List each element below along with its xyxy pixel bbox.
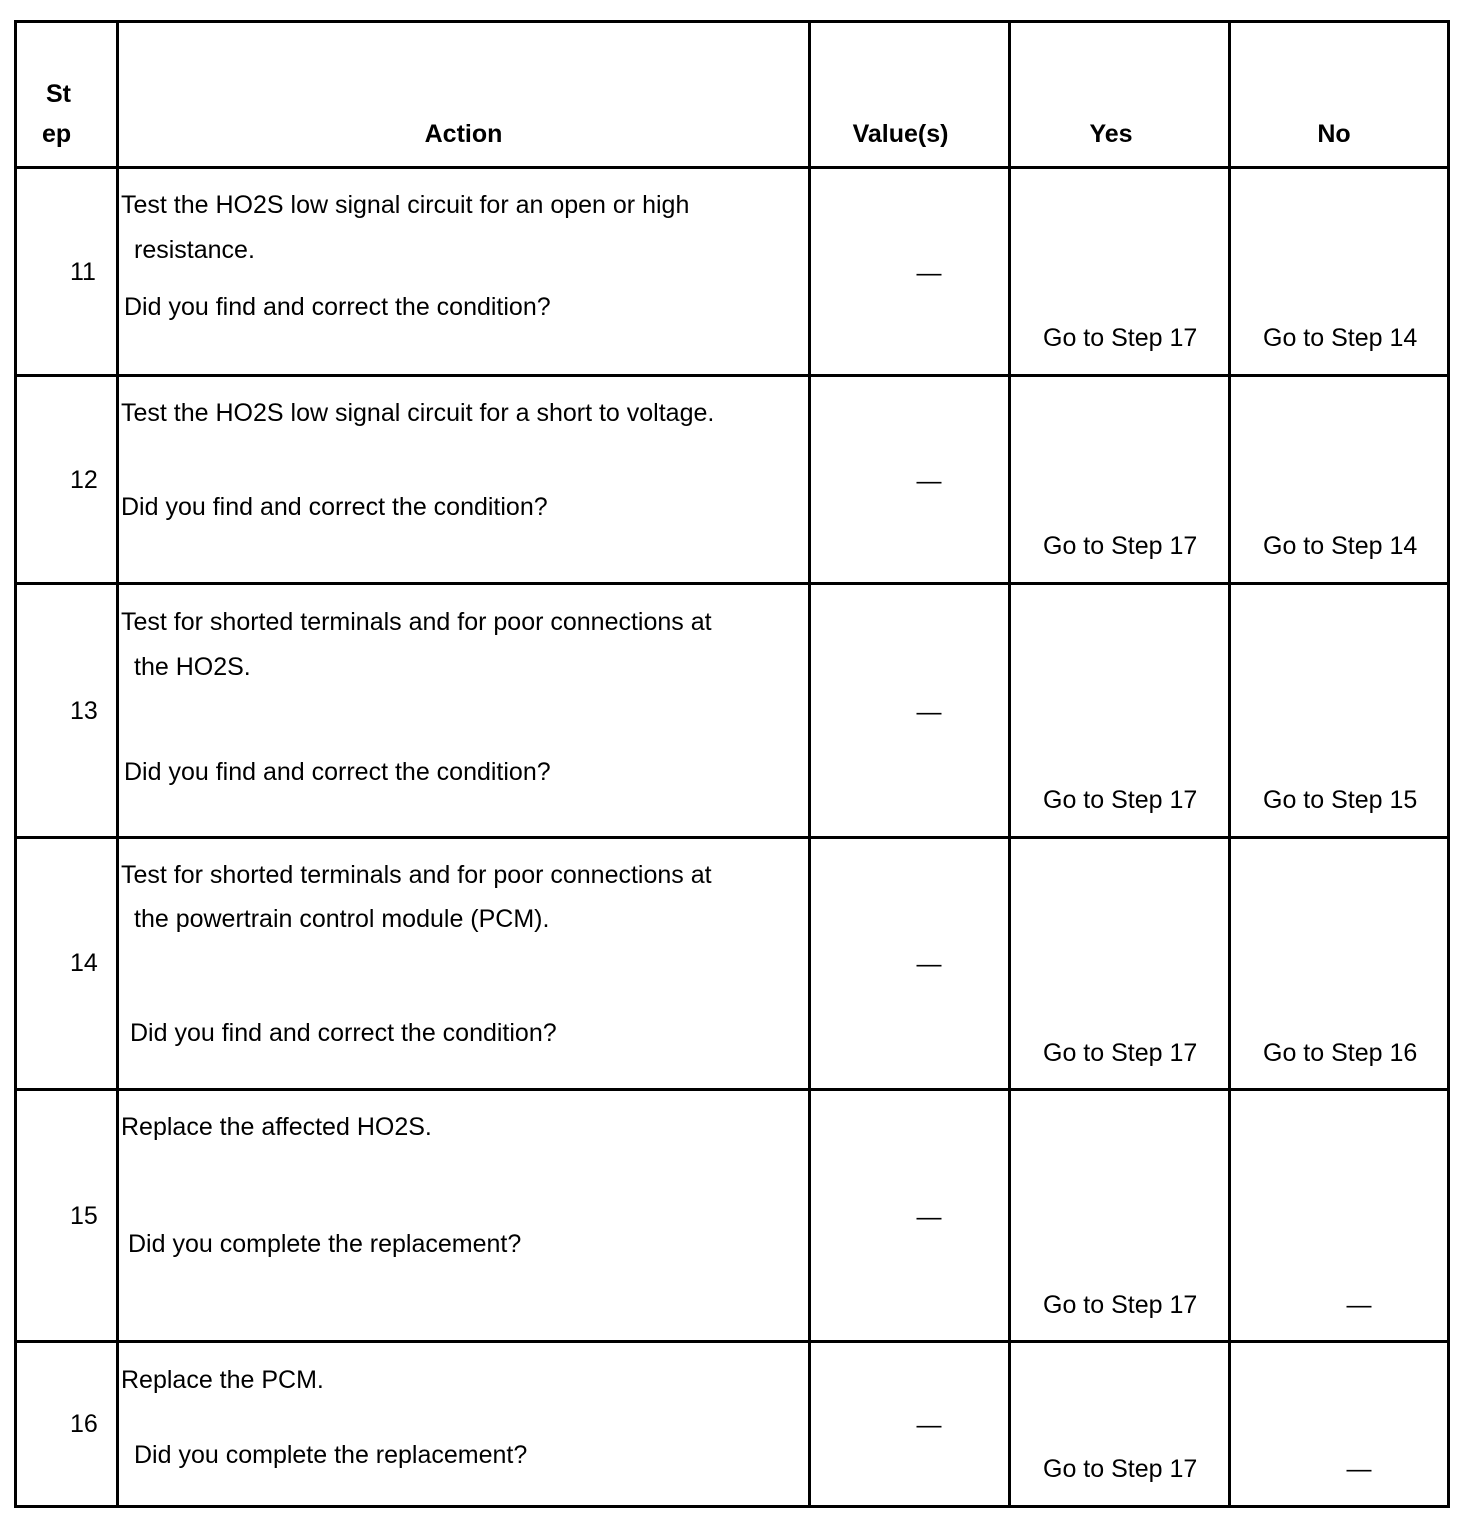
action-text: Test the HO2S low signal circuit for an open or high	[121, 191, 690, 219]
yes-goto: Go to Step 17	[1043, 1039, 1198, 1067]
no-goto: Go to Step 14	[1263, 324, 1418, 352]
step-number: 12	[70, 466, 98, 494]
header-step-line1: St	[46, 80, 71, 108]
row-divider	[14, 582, 1450, 585]
value-dash: —	[916, 259, 942, 287]
yes-goto: Go to Step 17	[1043, 1455, 1198, 1483]
action-text: Replace the PCM.	[121, 1366, 324, 1394]
no-goto: Go to Step 14	[1263, 532, 1418, 560]
table-border-right	[1447, 20, 1450, 1508]
header-no: No	[1317, 120, 1351, 148]
action-text-cont: the HO2S.	[134, 653, 251, 681]
action-question: Did you complete the replacement?	[134, 1441, 528, 1469]
value-dash: —	[916, 1203, 942, 1231]
value-dash: —	[916, 467, 942, 495]
action-question: Did you find and correct the condition?	[124, 293, 551, 321]
no-dash: —	[1346, 1455, 1372, 1483]
value-dash: —	[916, 950, 942, 978]
no-goto: Go to Step 16	[1263, 1039, 1418, 1067]
yes-goto: Go to Step 17	[1043, 786, 1198, 814]
table-border-bottom	[14, 1505, 1450, 1508]
action-question: Did you find and correct the condition?	[124, 758, 551, 786]
header-values: Value(s)	[852, 120, 949, 148]
action-text-cont: the powertrain control module (PCM).	[134, 905, 550, 933]
value-dash: —	[916, 1411, 942, 1439]
column-divider	[808, 20, 811, 1508]
action-text: Test the HO2S low signal circuit for a short to voltage.	[121, 399, 715, 427]
diagnostic-table	[14, 20, 1450, 1508]
yes-goto: Go to Step 17	[1043, 532, 1198, 560]
value-dash: —	[916, 698, 942, 726]
row-divider	[14, 1088, 1450, 1091]
action-text: Test for shorted terminals and for poor connections at	[121, 861, 712, 889]
action-text: Replace the affected HO2S.	[121, 1113, 432, 1141]
table-border-left	[14, 20, 17, 1508]
yes-goto: Go to Step 17	[1043, 1291, 1198, 1319]
no-dash: —	[1346, 1291, 1372, 1319]
action-text-cont: resistance.	[134, 236, 255, 264]
row-divider	[14, 166, 1450, 169]
step-number: 16	[70, 1410, 98, 1438]
row-divider	[14, 1340, 1450, 1343]
yes-goto: Go to Step 17	[1043, 324, 1198, 352]
step-number: 11	[70, 258, 96, 286]
column-divider	[1228, 20, 1231, 1508]
step-number: 14	[70, 949, 98, 977]
no-goto: Go to Step 15	[1263, 786, 1418, 814]
action-question: Did you find and correct the condition?	[130, 1019, 557, 1047]
header-yes: Yes	[1089, 120, 1133, 148]
row-divider	[14, 374, 1450, 377]
column-divider	[116, 20, 119, 1508]
action-question: Did you find and correct the condition?	[121, 493, 548, 521]
step-number: 15	[70, 1202, 98, 1230]
column-divider	[1008, 20, 1011, 1508]
table-border-top	[14, 20, 1450, 23]
step-number: 13	[70, 697, 98, 725]
header-action: Action	[424, 120, 503, 148]
row-divider	[14, 836, 1450, 839]
action-question: Did you complete the replacement?	[128, 1230, 522, 1258]
header-step-line2: ep	[42, 120, 72, 148]
action-text: Test for shorted terminals and for poor connections at	[121, 608, 712, 636]
